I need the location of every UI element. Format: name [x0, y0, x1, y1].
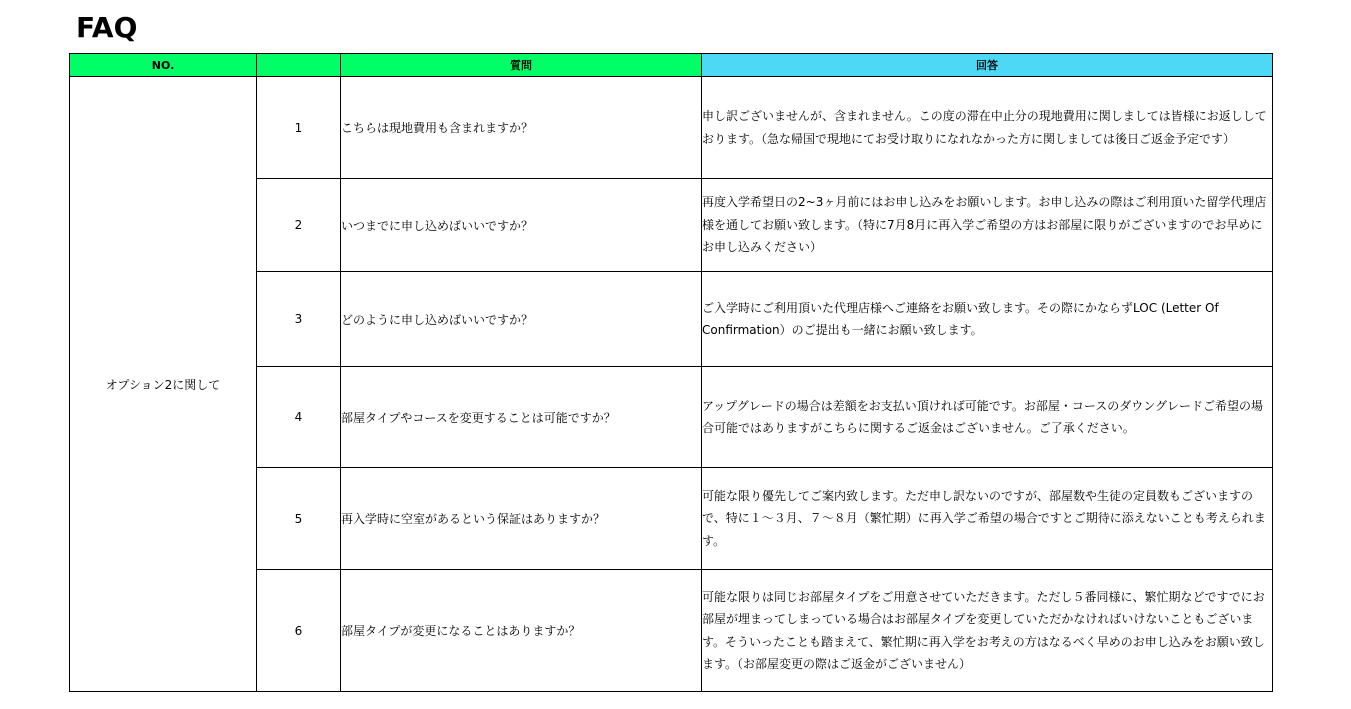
answer-cell: 可能な限り優先してご案内致します。ただ申し訳ないのですが、部屋数や生徒の定員数もございますので、特に１～３月、７～８月（繁忙期）に再入学ご希望の場合ですとご期待に添えないことも考えられます。: [702, 468, 1273, 570]
question-cell: いつまでに申し込めばいいですか？: [341, 179, 702, 272]
header-answer: 回答: [702, 54, 1273, 77]
question-cell: どのように申し込めばいいですか？: [341, 272, 702, 367]
header-blank: [257, 54, 341, 77]
row-number: 4: [257, 367, 341, 468]
table-row: [70, 77, 1273, 179]
answer-cell: 申し訳ございませんが、含まれません。この度の滞在中止分の現地費用に関しましては皆様にお返ししております。（急な帰国で現地にてお受け取りになれなかった方に関しましては後日ご返金予定です）: [702, 77, 1273, 179]
row-number: 6: [257, 570, 341, 692]
header-no: NO.: [70, 54, 257, 77]
row-number: 2: [257, 179, 341, 272]
question-cell: 再入学時に空室があるという保証はありますか？: [341, 468, 702, 570]
header-question: 質問: [341, 54, 702, 77]
faq-table: [69, 53, 1273, 692]
question-cell: こちらは現地費用も含まれますか？: [341, 77, 702, 179]
answer-cell: アップグレードの場合は差額をお支払い頂ければ可能です。お部屋・コースのダウングレードご希望の場合可能ではありますがこちらに関するご返金はございません。ご了承ください。: [702, 367, 1273, 468]
question-cell: 部屋タイプやコースを変更することは可能ですか？: [341, 367, 702, 468]
category-cell: オプション2に関して: [70, 77, 257, 692]
page-title: FAQ: [76, 11, 138, 44]
row-number: 5: [257, 468, 341, 570]
answer-cell: 可能な限りは同じお部屋タイプをご用意させていただきます。ただし５番同様に、繁忙期などですでにお部屋が埋まってしまっている場合はお部屋タイプを変更していただかなければいけないこともございます。そういったことも踏まえて、繁忙期に再入学をお考えの方はなるべく早めのお申し込みをお願い致します。（お部屋変更の際はご返金がございません）: [702, 570, 1273, 692]
answer-cell: ご入学時にご利用頂いた代理店様へご連絡をお願い致します。その際にかならずLOC (Letter Of Confirmation）のご提出も一緒にお願い致します。: [702, 272, 1273, 367]
row-number: 3: [257, 272, 341, 367]
header-row: [70, 54, 1273, 77]
row-number: 1: [257, 77, 341, 179]
question-cell: 部屋タイプが変更になることはありますか？: [341, 570, 702, 692]
answer-cell: 再度入学希望日の2~3ヶ月前にはお申し込みをお願いします。お申し込みの際はご利用頂いた留学代理店様を通してお願い致します。（特に7月8月に再入学ご希望の方はお部屋に限りがございますのでお早めにお申し込みください）: [702, 179, 1273, 272]
